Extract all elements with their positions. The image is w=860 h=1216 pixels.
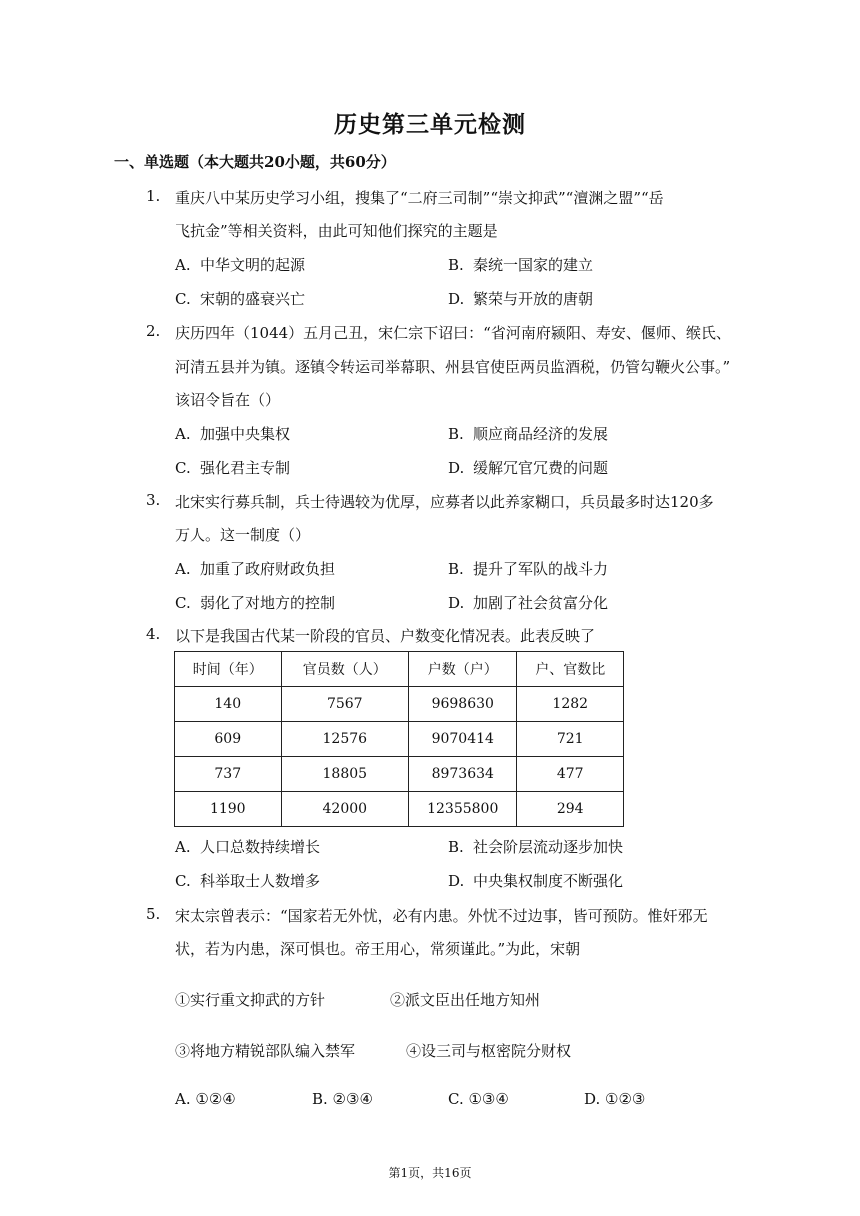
option-text: 弱化了对地方的控制	[200, 594, 336, 612]
table-cell: 18805	[281, 757, 409, 792]
option-d[interactable]	[448, 457, 608, 478]
option-letter: A.	[175, 425, 191, 443]
table-row	[175, 792, 624, 827]
table-cell: 12576	[281, 722, 409, 757]
table-cell: 1282	[517, 687, 624, 722]
question-text: 重庆八中某历史学习小组，搜集了“二府三司制”“崇文抑武”“澶渊之盟”“岳	[175, 189, 664, 207]
option-text: 宋朝的盛衰兴亡	[200, 290, 306, 308]
option-c[interactable]: C. ①③④	[448, 1090, 509, 1108]
option-b[interactable]	[448, 254, 593, 275]
table-cell: 477	[517, 757, 624, 792]
statement-item: ①实行重文抑武的方针	[175, 991, 326, 1009]
question-number: 2.	[146, 322, 161, 340]
table-cell: 294	[517, 792, 624, 827]
statement-item: ③将地方精锐部队编入禁军	[175, 1042, 356, 1060]
table-cell: 7567	[281, 687, 409, 722]
option-c[interactable]	[175, 870, 320, 891]
table-cell: 609	[175, 722, 282, 757]
page-footer: 第1页，共16页	[388, 1166, 472, 1180]
option-b[interactable]	[448, 423, 608, 444]
table-header-cell: 时间（年）	[175, 652, 282, 687]
question-text: 河清五县并为镇。逐镇令转运司举幕职、州县官使臣两员监酒税，仍管勾鞭火公事。”	[175, 358, 731, 376]
table-cell: 9070414	[409, 722, 517, 757]
statement-item: ②派文臣出任地方知州	[390, 991, 541, 1009]
option-letter: C.	[175, 459, 191, 477]
option-text: 加剧了社会贫富分化	[473, 594, 609, 612]
table-header-cell: 户、官数比	[517, 652, 624, 687]
option-letter: B.	[448, 560, 464, 578]
option-text: 科举取士人数增多	[200, 872, 321, 890]
option-a[interactable]	[175, 558, 335, 579]
option-letter: D.	[448, 459, 465, 477]
option-d[interactable]: D. ①②③	[584, 1090, 646, 1108]
option-b[interactable]	[448, 558, 608, 579]
option-b[interactable]: B. ②③④	[312, 1090, 373, 1108]
option-a[interactable]	[175, 254, 305, 275]
option-text: 强化君主专制	[200, 459, 291, 477]
question-text: 万人。这一制度（）	[175, 526, 311, 544]
question-number: 3.	[146, 491, 161, 509]
table-cell: 721	[517, 722, 624, 757]
option-letter: B.	[448, 838, 464, 856]
table-cell: 8973634	[409, 757, 517, 792]
table-row	[175, 722, 624, 757]
option-letter: D.	[448, 290, 465, 308]
option-c[interactable]	[175, 457, 290, 478]
option-text: 加强中央集权	[200, 425, 291, 443]
document-title: 历史第三单元检测	[334, 111, 526, 138]
question-number: 1.	[146, 187, 161, 205]
table-cell: 12355800	[409, 792, 517, 827]
question-text: 庆历四年（1044）五月己丑，宋仁宗下诏曰：“省河南府颍阳、寿安、偃师、缑氏、	[175, 324, 731, 342]
option-letter: C.	[175, 872, 191, 890]
option-text: 提升了军队的战斗力	[473, 560, 609, 578]
option-text: 加重了政府财政负担	[200, 560, 336, 578]
question-text: 该诏令旨在（）	[175, 391, 281, 409]
option-text: 人口总数持续增长	[200, 838, 321, 856]
option-b[interactable]	[448, 836, 623, 857]
question-text: 宋太宗曾表示：“国家若无外忧，必有内患。外忧不过边事，皆可预防。惟奸邪无	[175, 907, 708, 925]
option-d[interactable]	[448, 870, 623, 891]
data-table	[174, 651, 624, 827]
option-a[interactable]	[175, 836, 320, 857]
question-text: 飞抗金”等相关资料，由此可知他们探究的主题是	[175, 222, 498, 240]
option-a[interactable]	[175, 423, 290, 444]
option-letter: D.	[448, 872, 465, 890]
option-a[interactable]: A. ①②④	[175, 1090, 236, 1108]
option-text: 中华文明的起源	[200, 256, 306, 274]
table-cell: 42000	[281, 792, 409, 827]
table-header-cell: 户数（户）	[409, 652, 517, 687]
option-letter: B.	[448, 256, 464, 274]
option-text: 顺应商品经济的发展	[473, 425, 609, 443]
statement-item: ④设三司与枢密院分财权	[406, 1042, 572, 1060]
table-header-cell: 官员数（人）	[281, 652, 409, 687]
question-number: 5.	[146, 905, 161, 923]
option-letter: A.	[175, 838, 191, 856]
option-letter: B.	[448, 425, 464, 443]
question-text: 以下是我国古代某一阶段的官员、户数变化情况表。此表反映了	[175, 627, 596, 645]
question-number: 4.	[146, 625, 161, 643]
option-letter: A.	[175, 560, 191, 578]
option-c[interactable]	[175, 288, 305, 309]
option-letter: C.	[175, 290, 191, 308]
option-text: 繁荣与开放的唐朝	[473, 290, 594, 308]
table-row	[175, 687, 624, 722]
option-d[interactable]	[448, 288, 593, 309]
option-letter: C.	[175, 594, 191, 612]
table-cell: 9698630	[409, 687, 517, 722]
option-text: 秦统一国家的建立	[473, 256, 594, 274]
option-d[interactable]	[448, 592, 608, 613]
option-c[interactable]	[175, 592, 335, 613]
table-cell: 737	[175, 757, 282, 792]
option-text: 中央集权制度不断强化	[473, 872, 624, 890]
table-header-row	[175, 652, 624, 687]
option-letter: D.	[448, 594, 465, 612]
question-text: 状，若为内患，深可惧也。帝王用心，常须谨此。”为此，宋朝	[175, 940, 581, 958]
table-cell: 140	[175, 687, 282, 722]
table-row	[175, 757, 624, 792]
option-letter: A.	[175, 256, 191, 274]
question-text: 北宋实行募兵制，兵士待遇较为优厚，应募者以此养家糊口，兵员最多时达120多	[175, 493, 714, 511]
table-cell: 1190	[175, 792, 282, 827]
option-text: 社会阶层流动逐步加快	[473, 838, 624, 856]
option-text: 缓解冗官冗费的问题	[473, 459, 609, 477]
section-heading: 一、单选题（本大题共20小题，共60分）	[114, 153, 396, 171]
